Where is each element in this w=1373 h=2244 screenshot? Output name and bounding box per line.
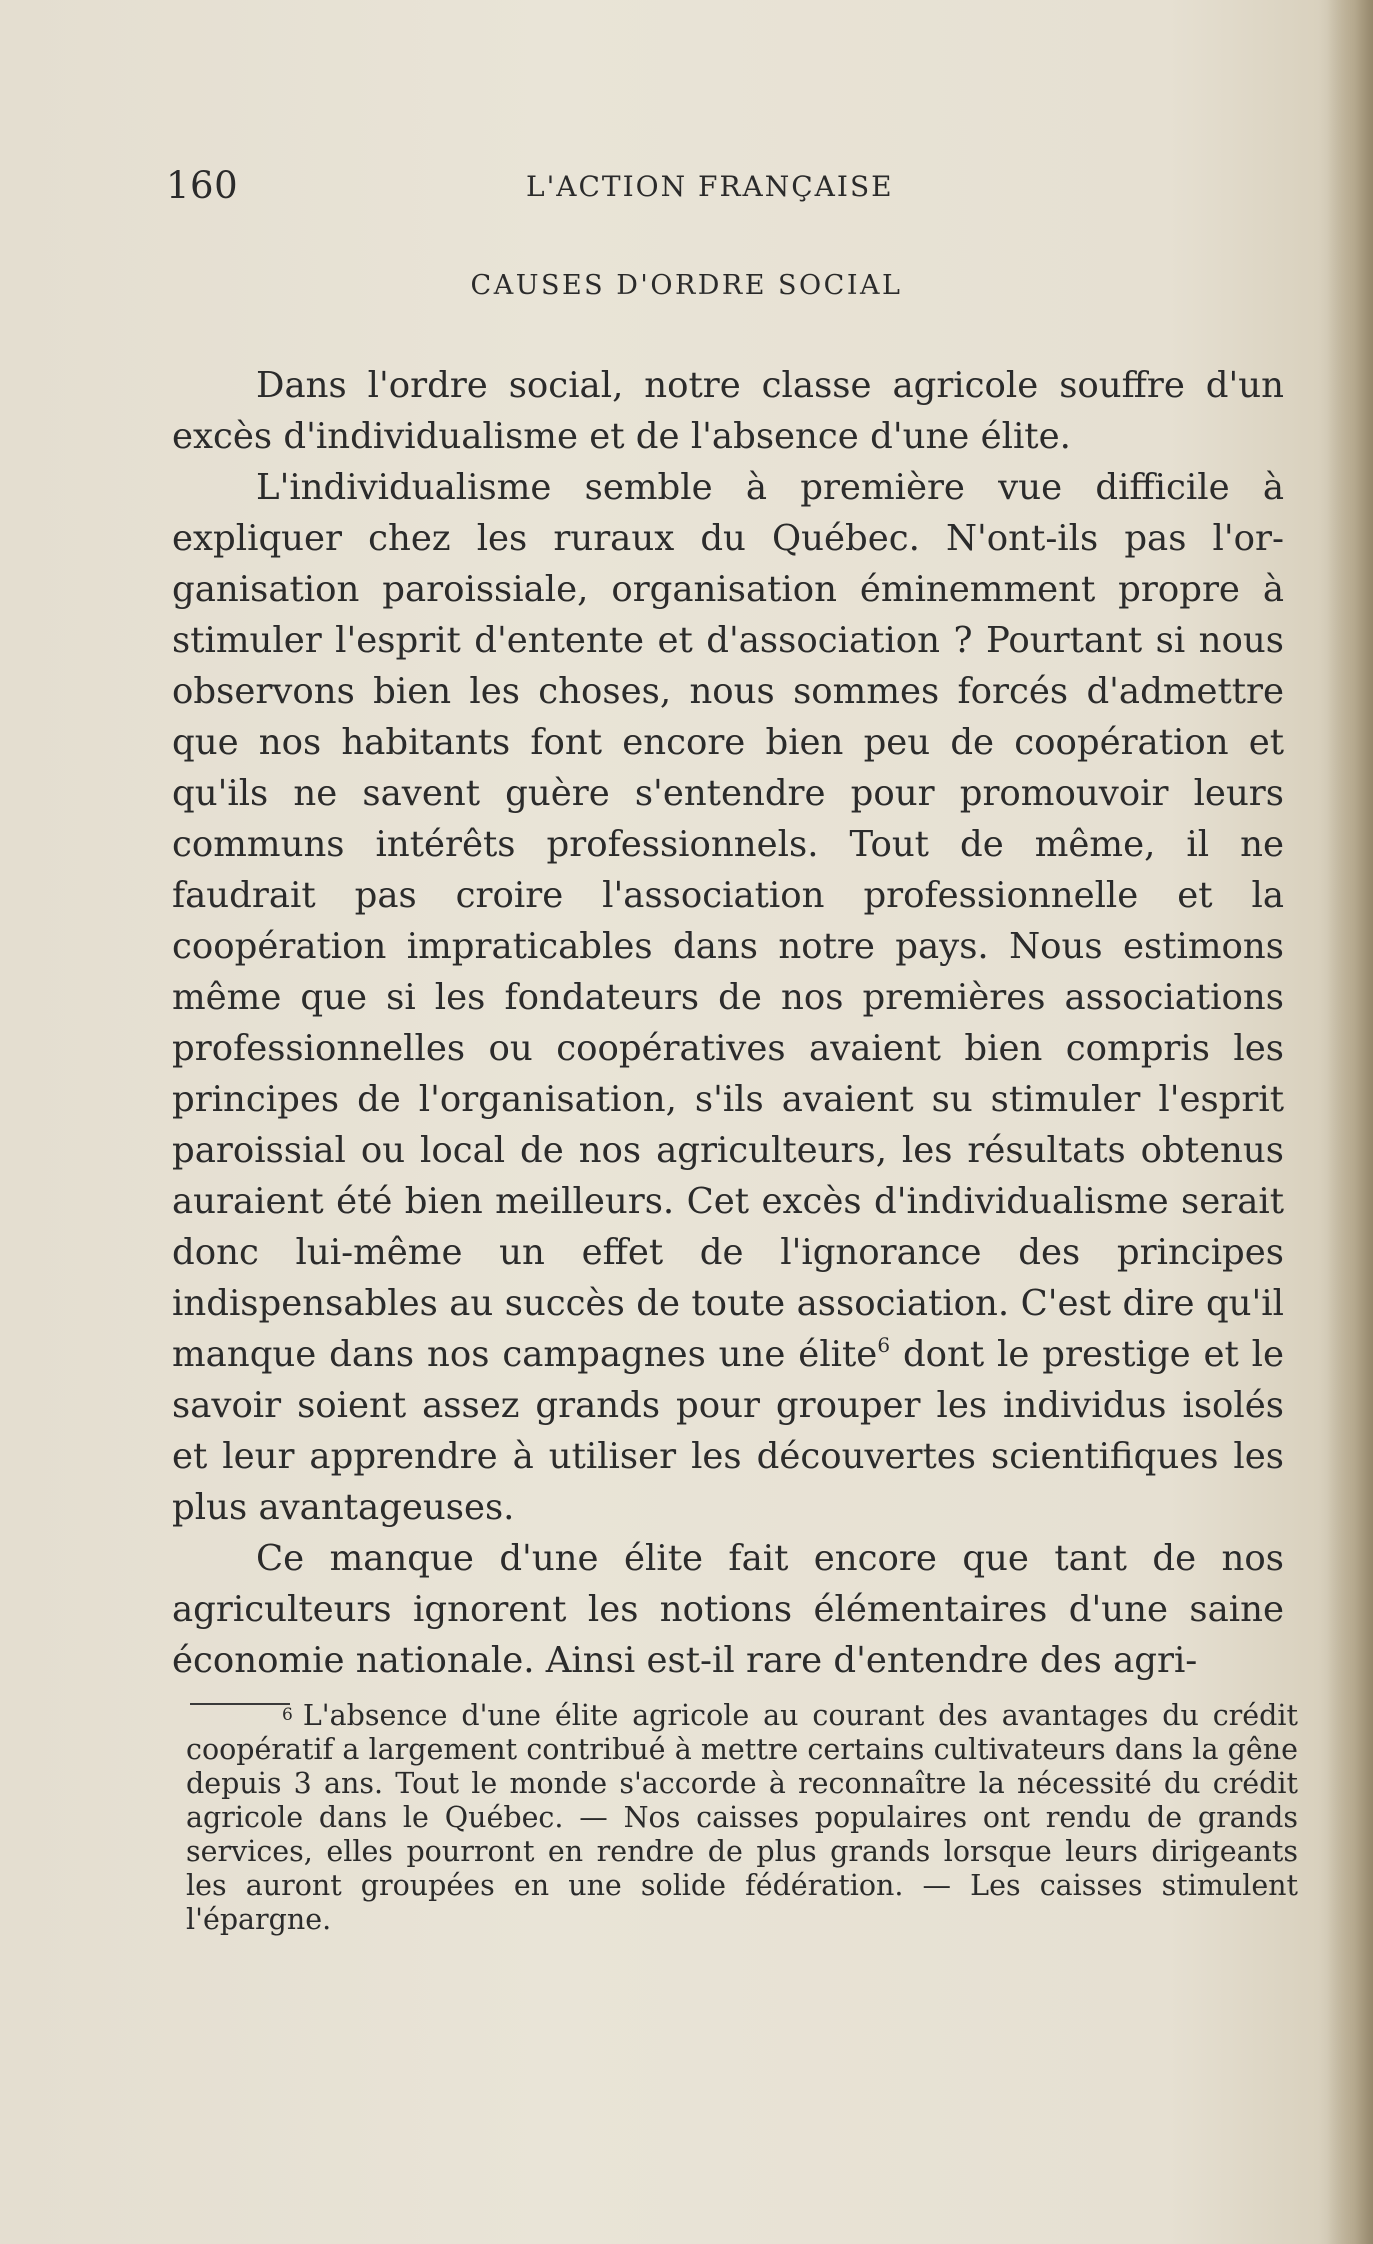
footnote xyxy=(186,1698,1298,1937)
paragraph-2-part-1: L'individualisme semble à première vue difficile à expliquer chez les ruraux du Québec. N'ont-ils pas l'organisation paroissiale, organisation éminemment propre à stimuler l'esprit d'entente et d'association ? Pourtant si nous observons bien les choses, nous sommes forcés d'admettre que nos habitants font encore bien peu de coopération et qu'ils ne savent guère s'entendre pour promouvoir leurs communs intérêts professionnels. Tout de même, il ne faudrait pas croire l'association professionnelle et la coopération impraticables dans notre pays. Nous estimons même que si les fondateurs de nos premières associations professionnelles ou coopératives avaient bien compris les principes de l'organisation, s'ils avaient su stimuler l'esprit paroissial ou local de nos agriculteurs, les résultats obtenus auraient été bien meilleurs. Cet excès d'individualisme serait donc lui-même un effet de l'ignorance des principes indispensables au succès de toute association. C'est dire qu'il manque dans nos campagnes une élite xyxy=(172,467,1284,1375)
running-header xyxy=(166,164,1296,212)
section-title: CAUSES D'ORDRE SOCIAL xyxy=(470,270,903,301)
journal-title: L'ACTION FRANÇAISE xyxy=(526,170,894,203)
footnote-number: 6 xyxy=(282,1705,293,1725)
paragraph-1: Dans l'ordre social, notre classe agricole souffre d'un excès d'individualisme et de l'absence d'une élite. xyxy=(172,365,1284,457)
page-edge-shadow xyxy=(1327,0,1373,2244)
page-number: 160 xyxy=(166,164,239,207)
paragraph-3: Ce manque d'une élite fait encore que tant de nos agriculteurs ignorent les notions élémentaires d'une saine économie nationale. Ainsi est-il rare d'entendre des agri- xyxy=(172,1538,1284,1681)
paragraph-2 xyxy=(172,462,1284,1533)
body-text xyxy=(172,360,1284,1686)
footnote-text: L'absence d'une élite agricole au courant des avantages du crédit coopératif a largement contribué à mettre certains cultivateurs dans la gêne depuis 3 ans. Tout le monde s'accorde à reconnaître la nécessité du crédit agricole dans le Québec. — Nos caisses populaires ont rendu de grands services, elles pourront en rendre de plus grands lorsque leurs dirigeants les auront groupées en une solide fédération. — Les caisses stimulent l'épargne. xyxy=(186,1699,1298,1937)
paragraph-2-part-2: dont le prestige et le savoir soient assez grands pour grouper les individus isolés et leur apprendre à utiliser les découvertes scientifiques les plus avantageuses. xyxy=(172,1334,1284,1528)
footnote-reference: 6 xyxy=(877,1333,891,1357)
